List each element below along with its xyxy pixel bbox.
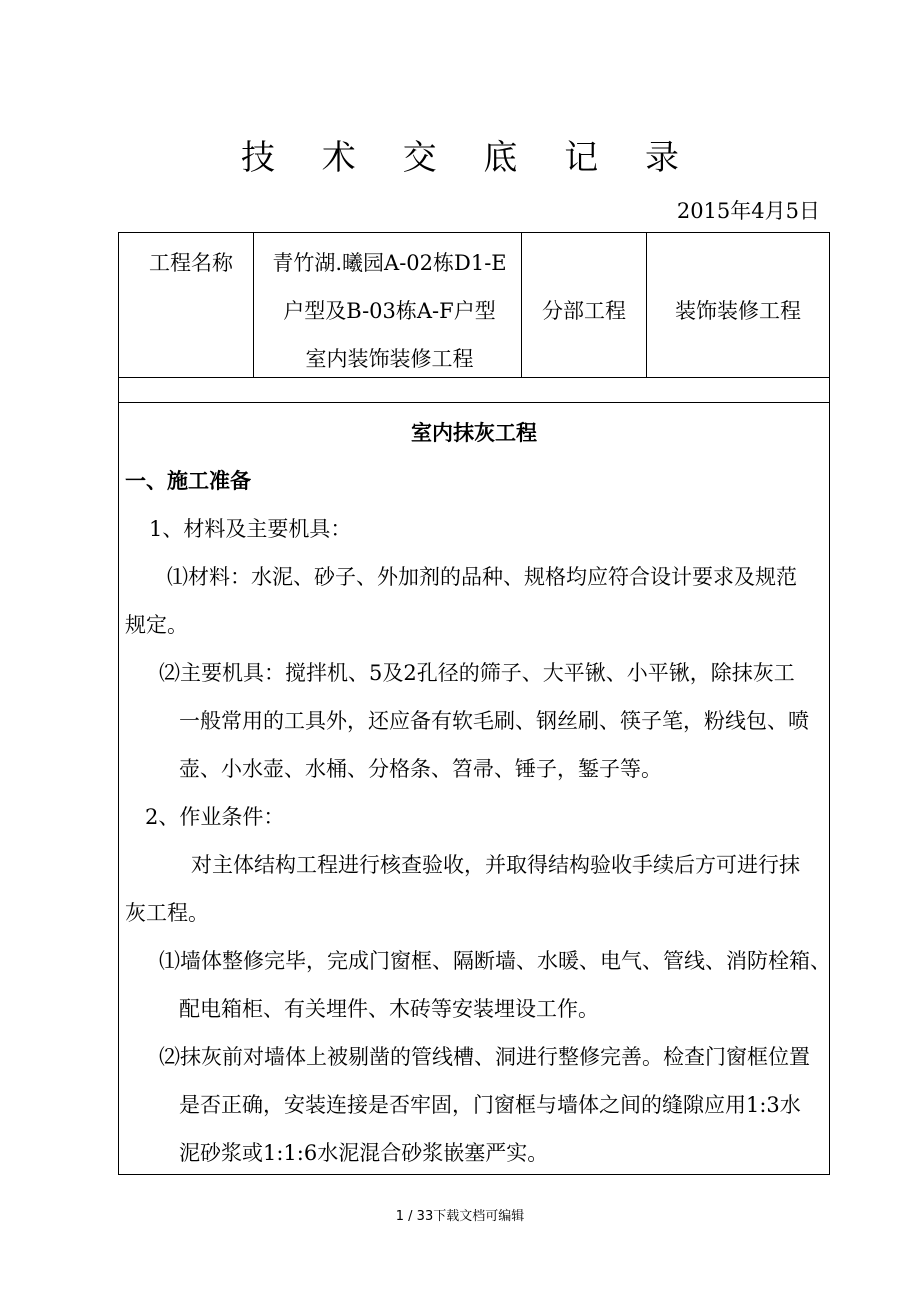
paragraph-line: ⑵主要机具：搅拌机、5及2孔径的筛子、大平锹、小平锹，除抹灰工 (159, 661, 795, 685)
paragraph-line: 配电箱柜、有关埋件、木砖等安装埋设工作。 (179, 997, 599, 1021)
project-name-label-cell (119, 233, 254, 378)
subproject-label: 分部工程 (542, 299, 626, 323)
subproject-value: 装饰装修工程 (675, 299, 801, 323)
paragraph-line: 灰工程。 (125, 901, 209, 925)
project-name-line: 青竹湖.曦园A-02栋D1-E (272, 251, 507, 275)
subproject-value-cell (647, 233, 829, 378)
project-name-line: 户型及B-03栋A-F户型 (283, 299, 496, 323)
section-title: 室内抹灰工程 (411, 421, 537, 445)
empty-row (119, 378, 829, 403)
paragraph-line: ⑴材料：水泥、砂子、外加剂的品种、规格均应符合设计要求及规范 (167, 565, 797, 589)
paragraph-line: 规定。 (125, 613, 188, 637)
item-materials-tools: 1、材料及主要机具： (149, 517, 352, 541)
paragraph-line: ⑵抹灰前对墙体上被剔凿的管线槽、洞进行整修完善。检查门窗框位置 (159, 1045, 810, 1069)
heading-construction-prep: 一、施工准备 (125, 469, 251, 493)
paragraph-line: 对主体结构工程进行核查验收，并取得结构验收手续后方可进行抹 (191, 853, 800, 877)
item-work-conditions: 2、作业条件： (145, 805, 285, 829)
record-table (118, 232, 830, 1175)
project-name-label: 工程名称 (149, 251, 233, 275)
paragraph-line: 壶、小水壶、水桶、分格条、笤帚、锤子，錾子等。 (179, 757, 662, 781)
record-date: 2015年4月5日 (676, 199, 820, 223)
project-name-value-cell (254, 233, 522, 378)
header-row (119, 233, 829, 378)
project-name-line: 室内装饰装修工程 (305, 347, 474, 371)
subproject-label-cell (522, 233, 647, 378)
paragraph-line: ⑴墙体整修完毕，完成门窗框、隔断墙、水暖、电气、管线、消防栓箱、 (159, 949, 831, 973)
paragraph-line: 一般常用的工具外，还应备有软毛刷、钢丝刷、筷子笔，粉线包、喷 (179, 709, 809, 733)
paragraph-line: 泥砂浆或1:1:6水泥混合砂浆嵌塞严实。 (179, 1141, 549, 1165)
document-title: 技 术 交 底 记 录 (240, 138, 698, 178)
paragraph-line: 是否正确，安装连接是否牢固，门窗框与墙体之间的缝隙应用1:3水 (179, 1093, 801, 1117)
page-footer: 1 / 33下载文档可编辑 (395, 1209, 525, 1224)
